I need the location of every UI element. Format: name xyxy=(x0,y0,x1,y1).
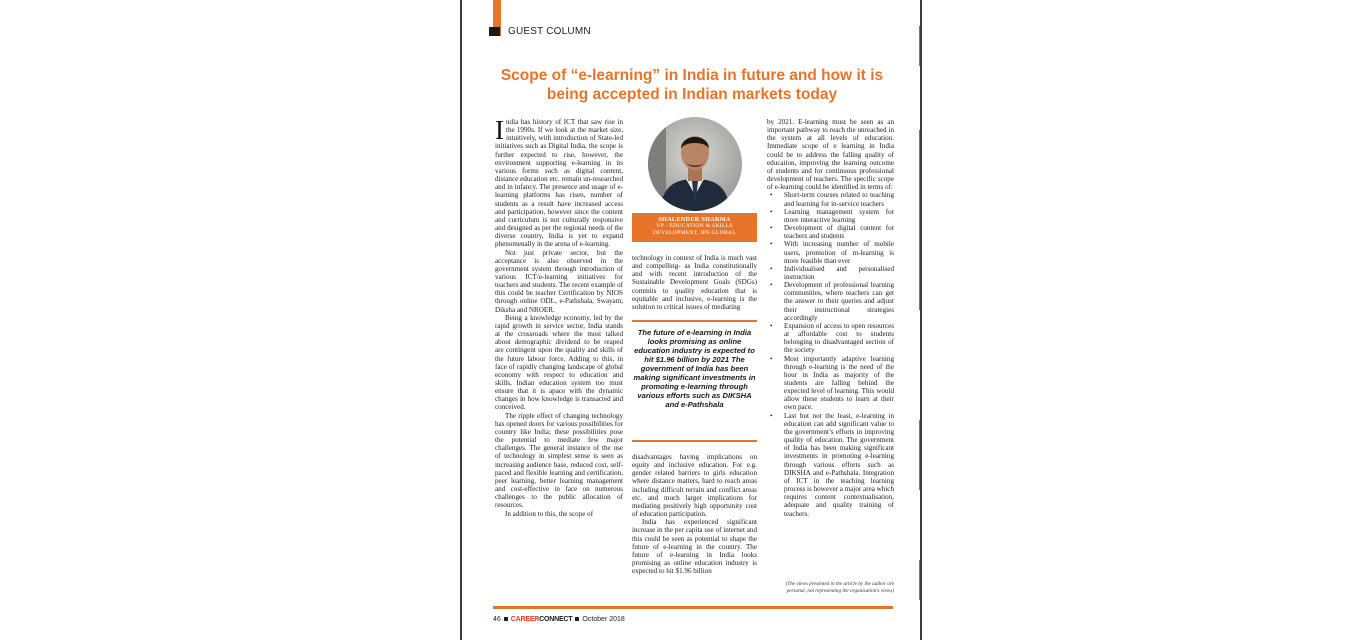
list-item: • Expansion of access to open resources at affordable cost to students belonging to disadvantaged section of the society xyxy=(767,322,894,355)
list-item: • Short-term courses related to teaching and learning for in-service teachers xyxy=(767,191,894,207)
page-footer xyxy=(493,616,625,623)
list-item: • Last but not the least, e-learning in education can add significant value to the government’s efforts in improving quality of education. The government of India has been making significant investments in promoting e-learning through various efforts such as DIKSHA and e-Pathshala. Integration of ICT in the teaching learning process is however a major area which requires content contextualisation, adequate and quality training of teachers. xyxy=(767,412,894,518)
scope-bullet-list xyxy=(767,191,894,517)
article-headline: Scope of “e-learning” in India in future and how it is being accepted in Indian markets today xyxy=(500,67,884,103)
author-caption xyxy=(632,213,757,242)
paragraph: by 2021. E-learning must be seen as an important pathway to reach the unreached in the system at all levels of education. Immediate scope of e learning in India could be to address the falling quality of education, improving the learning outcome of students and for continuous professional development of teachers. The specific scope of e-learning could be identified in terms of: xyxy=(767,118,894,192)
magazine-page xyxy=(460,0,922,640)
paragraph: Not just private sector, but the acceptance is also observed in the government system through introduction of various ICT/e-learning initiatives for teachers and students. The recent example of this could be teacher Certification by NIOS through online ODL, e-Pathshala, Swayam, Diksha and NROER. xyxy=(495,248,623,314)
separator-square xyxy=(504,617,508,621)
edge-accent-mark xyxy=(919,26,922,66)
section-tag-square xyxy=(489,27,500,36)
paragraph: Being a knowledge economy, led by the rapid growth in service sector, India stands at the crossroads where the most talked about demographic dividend to be reaped are contingent upon the quality and skills of the future labour force. Adding to this, in face of rapidly changing landscape of global economy with respect to education and skills, Indian education system too must ensure that it is apace with the dynamic changes in how knowledge is transacted and conceived. xyxy=(495,313,623,412)
paragraph: In addition to this, the scope of xyxy=(505,509,594,518)
author-title-line: VP - EDUCATION & SKILLS xyxy=(656,223,733,229)
list-item: • Individualised and personalised instruction xyxy=(767,265,894,281)
paragraph: India has experienced significant increase in the per capita use of internet and this could be seen as potential to shape the future of e-learning in the country. The future of e-learning in India looks promising as online education industry is expected to hit $1.96 billion xyxy=(632,518,757,576)
pull-quote xyxy=(632,320,757,442)
views-disclaimer: (The views presented in the article by the author are personal, not representing the organisation’s views) xyxy=(785,581,894,594)
paragraph: technology in context of India is much vast and compelling- as India constitutionally and with recent introduction of the Sustainable Development Goals (SDGs) commits to quality education that is equitable and inclusive, e-learning is the solution to critical issues of mediating xyxy=(632,254,757,311)
paragraph-text: ndia has history of ICT that saw rise in the 1990s. If we look at the market size, intuitively, with introduction of State-led initiatives such as Digital India, the scope is further expected to rise, however, the environment supporting e-learning in its various forms such as digital content, distance education etc. remain un-researched and in infancy. The presence and usage of e-learning platforms has risen, number of students as a result have increased access and participation, however since the content and curriculum is not culturally responsive and designed as per the regional needs of the diverse country, India is yet to expand phenomenally in the arena of e-learning. xyxy=(495,118,623,249)
list-item: • Development of professional learning communities, where teachers can get the answer to their queries and adjust their instructional strategies accordingly xyxy=(767,281,894,322)
article-column-2-top xyxy=(632,254,757,318)
section-label: GUEST COLUMN xyxy=(508,26,591,37)
page-number: 46 xyxy=(493,616,501,623)
brand-name-part1: CAREER xyxy=(510,616,540,623)
pull-quote-text: The future of e-learning in India looks promising as online education industry is expected to hit $1.96 billion by 2021 The government of India has been making significant investments in promoting e-learning through various efforts such as DIKSHA and e-Pathshala xyxy=(633,328,756,409)
edge-accent-mark xyxy=(919,130,922,310)
list-item: • Learning management system for more interactive learning xyxy=(767,208,894,224)
author-name: SHALENDER SHARMA xyxy=(658,216,731,223)
paragraph: disadvantages having implications on equity and inclusive education. For e.g. gender related barriers to girls education where distance matters, hard to reach areas including difficult terrain and conflict areas etc. and much larger implications for mediating positively high opportunity cost of education participation. xyxy=(632,453,757,519)
list-item: • With increasing number of mobile users, promotion of m-learning is more feasible than ever xyxy=(767,240,894,264)
article-column-3 xyxy=(767,118,894,580)
list-item: • Most importantly adaptive learning through e-learning is the need of the hour in India as majority of the students are falling behind the expected level of learning. This would allow these students to learn at their own pace. xyxy=(767,355,894,412)
brand-name-part2: CONNECT xyxy=(539,616,573,623)
author-portrait-image xyxy=(648,117,742,211)
paragraph: The ripple effect of changing technology has opened doors for various possibilities for country like India; these possibilities pose the potential to mediate few major challenges. The general instance of the use of technology in simplest sense is seen as increasing audience base, reduced cost, self-paced and flexible learning and certification, peer learning, better learning management and cost-effective in face on numerous challenges to the public allocation of resources. xyxy=(495,411,623,510)
list-item: • Development of digital content for teachers and students xyxy=(767,224,894,240)
separator-square xyxy=(575,617,579,621)
issue-date: October 2018 xyxy=(582,616,625,623)
drop-cap: I xyxy=(495,118,504,145)
author-photo xyxy=(648,117,742,211)
article-column-1 xyxy=(495,118,623,600)
edge-accent-mark xyxy=(919,420,922,490)
author-title-line: DEVELOPMENT, IPE GLOBAL xyxy=(652,230,737,236)
article-column-2-bottom xyxy=(632,453,757,600)
edge-accent-mark xyxy=(919,560,922,600)
paragraph xyxy=(495,118,623,249)
footer-rule xyxy=(493,606,893,609)
